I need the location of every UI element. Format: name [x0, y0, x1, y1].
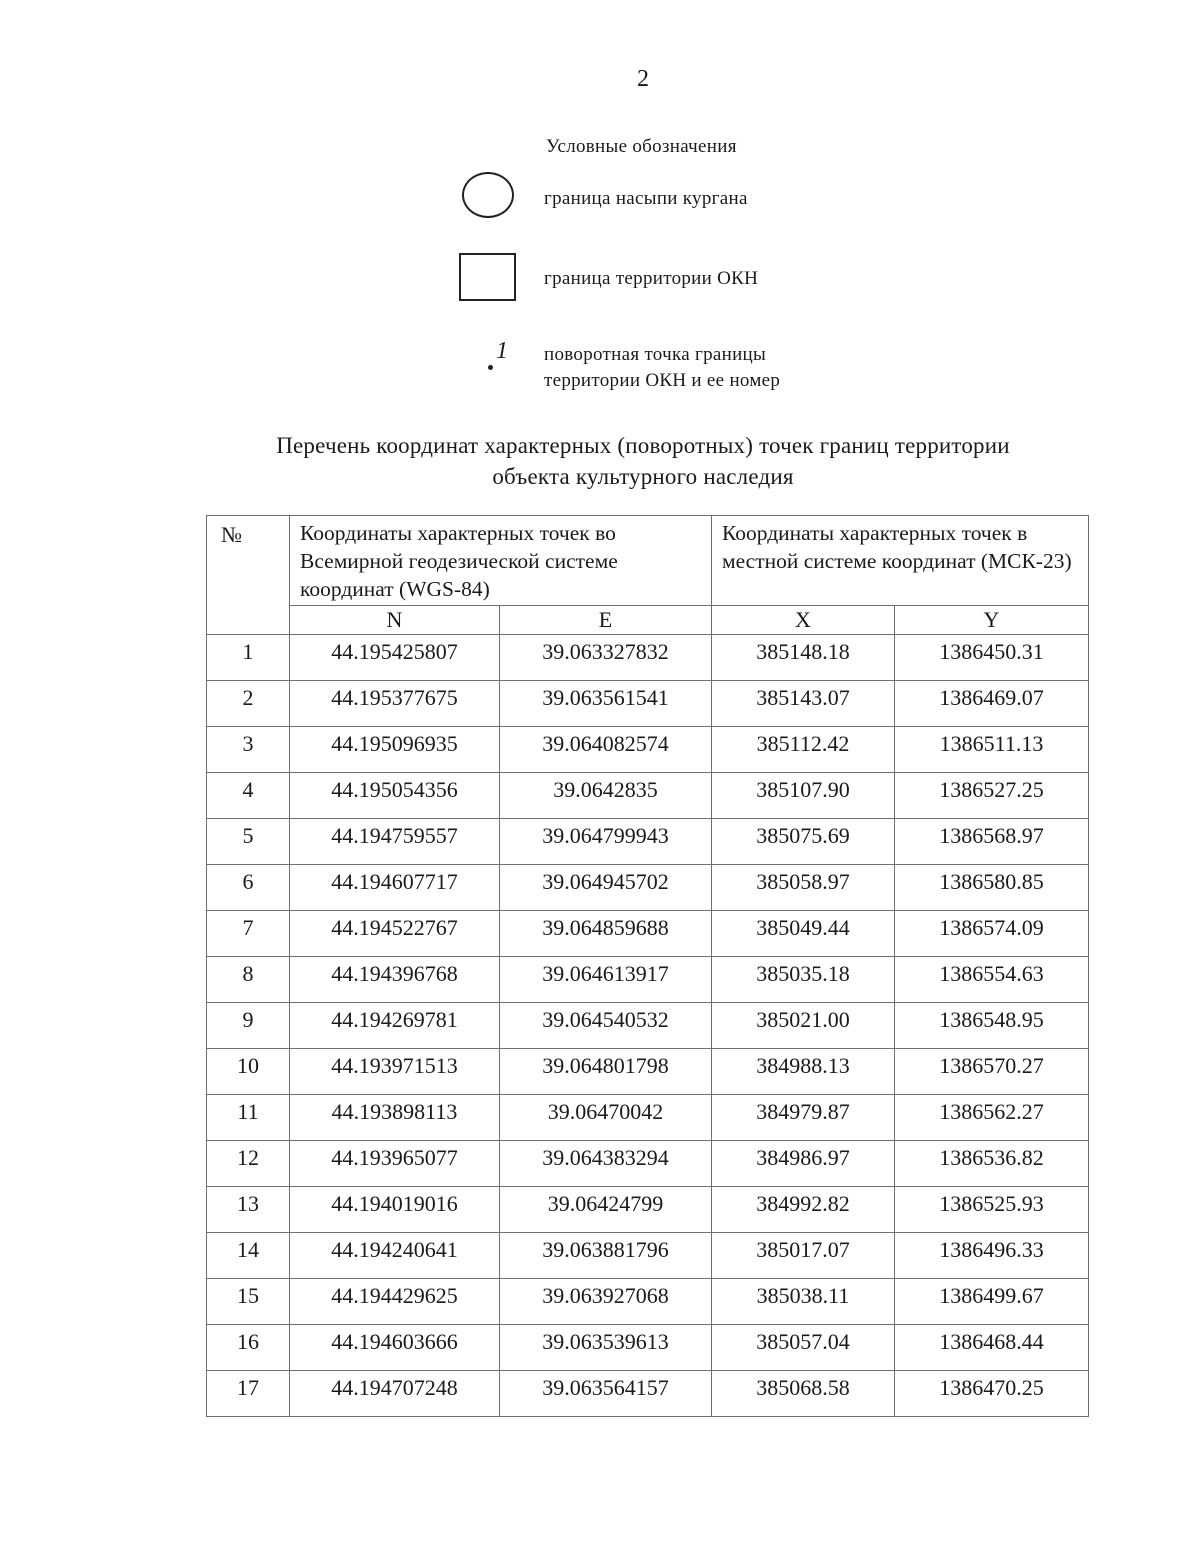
- mound-boundary-circle-icon: [462, 172, 514, 218]
- cell-x: 385058.97: [712, 865, 895, 911]
- cell-n: 44.194429625: [290, 1279, 500, 1325]
- cell-point-number: 6: [207, 865, 290, 911]
- header-col-y: Y: [895, 606, 1089, 635]
- cell-x: 385057.04: [712, 1325, 895, 1371]
- cell-point-number: 5: [207, 819, 290, 865]
- cell-point-number: 11: [207, 1095, 290, 1141]
- table-row: [207, 1141, 1089, 1187]
- cell-point-number: 17: [207, 1371, 290, 1417]
- cell-n: 44.194607717: [290, 865, 500, 911]
- cell-n: 44.194240641: [290, 1233, 500, 1279]
- cell-point-number: 3: [207, 727, 290, 773]
- cell-e: 39.064540532: [500, 1003, 712, 1049]
- table-row: [207, 865, 1089, 911]
- cell-e: 39.063561541: [500, 681, 712, 727]
- cell-y: 1386496.33: [895, 1233, 1089, 1279]
- cell-point-number: 13: [207, 1187, 290, 1233]
- table-row: [207, 1187, 1089, 1233]
- cell-n: 44.194707248: [290, 1371, 500, 1417]
- cell-y: 1386574.09: [895, 911, 1089, 957]
- cell-x: 385068.58: [712, 1371, 895, 1417]
- cell-y: 1386536.82: [895, 1141, 1089, 1187]
- table-row: [207, 1049, 1089, 1095]
- cell-n: 44.194019016: [290, 1187, 500, 1233]
- header-msk23-group: Координаты характерных точек в местной системе координат (МСК-23): [712, 516, 1089, 606]
- cell-y: 1386469.07: [895, 681, 1089, 727]
- header-col-n: N: [290, 606, 500, 635]
- cell-e: 39.064799943: [500, 819, 712, 865]
- turning-point-dot: [488, 365, 493, 370]
- cell-point-number: 14: [207, 1233, 290, 1279]
- cell-x: 385021.00: [712, 1003, 895, 1049]
- turning-point-icon: [486, 338, 516, 378]
- cell-point-number: 8: [207, 957, 290, 1003]
- cell-point-number: 15: [207, 1279, 290, 1325]
- cell-y: 1386511.13: [895, 727, 1089, 773]
- cell-y: 1386554.63: [895, 957, 1089, 1003]
- cell-e: 39.06470042: [500, 1095, 712, 1141]
- document-title-line-1: Перечень координат характерных (поворотных) точек границ территории: [276, 433, 1010, 458]
- cell-y: 1386580.85: [895, 865, 1089, 911]
- cell-n: 44.195425807: [290, 635, 500, 681]
- table-subheader-row: [207, 606, 1089, 635]
- table-header-row: [207, 516, 1089, 606]
- cell-n: 44.193971513: [290, 1049, 500, 1095]
- cell-x: 384986.97: [712, 1141, 895, 1187]
- cell-e: 39.063564157: [500, 1371, 712, 1417]
- cell-x: 385112.42: [712, 727, 895, 773]
- cell-x: 385035.18: [712, 957, 895, 1003]
- cell-e: 39.063327832: [500, 635, 712, 681]
- header-number: №: [207, 516, 290, 635]
- cell-n: 44.193898113: [290, 1095, 500, 1141]
- cell-y: 1386525.93: [895, 1187, 1089, 1233]
- cell-x: 385143.07: [712, 681, 895, 727]
- cell-e: 39.063539613: [500, 1325, 712, 1371]
- coordinates-table: [206, 515, 1089, 1417]
- cell-point-number: 1: [207, 635, 290, 681]
- cell-y: 1386450.31: [895, 635, 1089, 681]
- table-row: [207, 1095, 1089, 1141]
- cell-n: 44.194269781: [290, 1003, 500, 1049]
- table-row: [207, 635, 1089, 681]
- cell-y: 1386568.97: [895, 819, 1089, 865]
- cell-x: 385038.11: [712, 1279, 895, 1325]
- cell-n: 44.194522767: [290, 911, 500, 957]
- cell-e: 39.064859688: [500, 911, 712, 957]
- table-row: [207, 957, 1089, 1003]
- cell-n: 44.195096935: [290, 727, 500, 773]
- cell-x: 384979.87: [712, 1095, 895, 1141]
- turning-point-number: 1: [496, 338, 508, 364]
- table-row: [207, 1233, 1089, 1279]
- cell-y: 1386527.25: [895, 773, 1089, 819]
- document-title-line-2: объекта культурного наследия: [492, 464, 794, 489]
- cell-point-number: 4: [207, 773, 290, 819]
- cell-x: 385017.07: [712, 1233, 895, 1279]
- cell-x: 384988.13: [712, 1049, 895, 1095]
- cell-e: 39.064383294: [500, 1141, 712, 1187]
- cell-n: 44.195377675: [290, 681, 500, 727]
- cell-e: 39.063881796: [500, 1233, 712, 1279]
- cell-y: 1386470.25: [895, 1371, 1089, 1417]
- cell-y: 1386499.67: [895, 1279, 1089, 1325]
- cell-y: 1386468.44: [895, 1325, 1089, 1371]
- table-body: [207, 635, 1089, 1417]
- document-title: [200, 430, 1086, 492]
- cell-n: 44.194603666: [290, 1325, 500, 1371]
- cell-point-number: 2: [207, 681, 290, 727]
- cell-x: 384992.82: [712, 1187, 895, 1233]
- header-col-x: X: [712, 606, 895, 635]
- cell-point-number: 12: [207, 1141, 290, 1187]
- table-row: [207, 1325, 1089, 1371]
- header-col-e: E: [500, 606, 712, 635]
- cell-n: 44.194759557: [290, 819, 500, 865]
- cell-x: 385107.90: [712, 773, 895, 819]
- table-row: [207, 1003, 1089, 1049]
- cell-y: 1386570.27: [895, 1049, 1089, 1095]
- table-row: [207, 727, 1089, 773]
- cell-e: 39.06424799: [500, 1187, 712, 1233]
- table-row: [207, 1371, 1089, 1417]
- cell-point-number: 7: [207, 911, 290, 957]
- cell-x: 385148.18: [712, 635, 895, 681]
- legend-label-turning-point-line-2: территории ОКН и ее номер: [544, 370, 781, 391]
- page-number: 2: [637, 66, 649, 92]
- cell-e: 39.064801798: [500, 1049, 712, 1095]
- table-row: [207, 1279, 1089, 1325]
- cell-e: 39.064945702: [500, 865, 712, 911]
- legend-label-turning-point-line-1: поворотная точка границы: [544, 344, 767, 365]
- cell-n: 44.195054356: [290, 773, 500, 819]
- cell-y: 1386548.95: [895, 1003, 1089, 1049]
- cell-y: 1386562.27: [895, 1095, 1089, 1141]
- cell-x: 385049.44: [712, 911, 895, 957]
- legend-label-territory-boundary: граница территории ОКН: [544, 268, 759, 289]
- cell-n: 44.194396768: [290, 957, 500, 1003]
- table-row: [207, 681, 1089, 727]
- cell-point-number: 9: [207, 1003, 290, 1049]
- legend-title: Условные обозначения: [546, 136, 737, 157]
- table-row: [207, 819, 1089, 865]
- cell-point-number: 16: [207, 1325, 290, 1371]
- header-wgs84-group: Координаты характерных точек во Всемирной геодезической системе координат (WGS-84): [290, 516, 712, 606]
- cell-e: 39.064613917: [500, 957, 712, 1003]
- cell-e: 39.0642835: [500, 773, 712, 819]
- table-row: [207, 773, 1089, 819]
- cell-x: 385075.69: [712, 819, 895, 865]
- cell-e: 39.064082574: [500, 727, 712, 773]
- legend-label-turning-point: [544, 342, 780, 394]
- territory-boundary-square-icon: [459, 253, 516, 301]
- cell-e: 39.063927068: [500, 1279, 712, 1325]
- table-row: [207, 911, 1089, 957]
- cell-point-number: 10: [207, 1049, 290, 1095]
- cell-n: 44.193965077: [290, 1141, 500, 1187]
- legend-label-mound-boundary: граница насыпи кургана: [544, 188, 748, 209]
